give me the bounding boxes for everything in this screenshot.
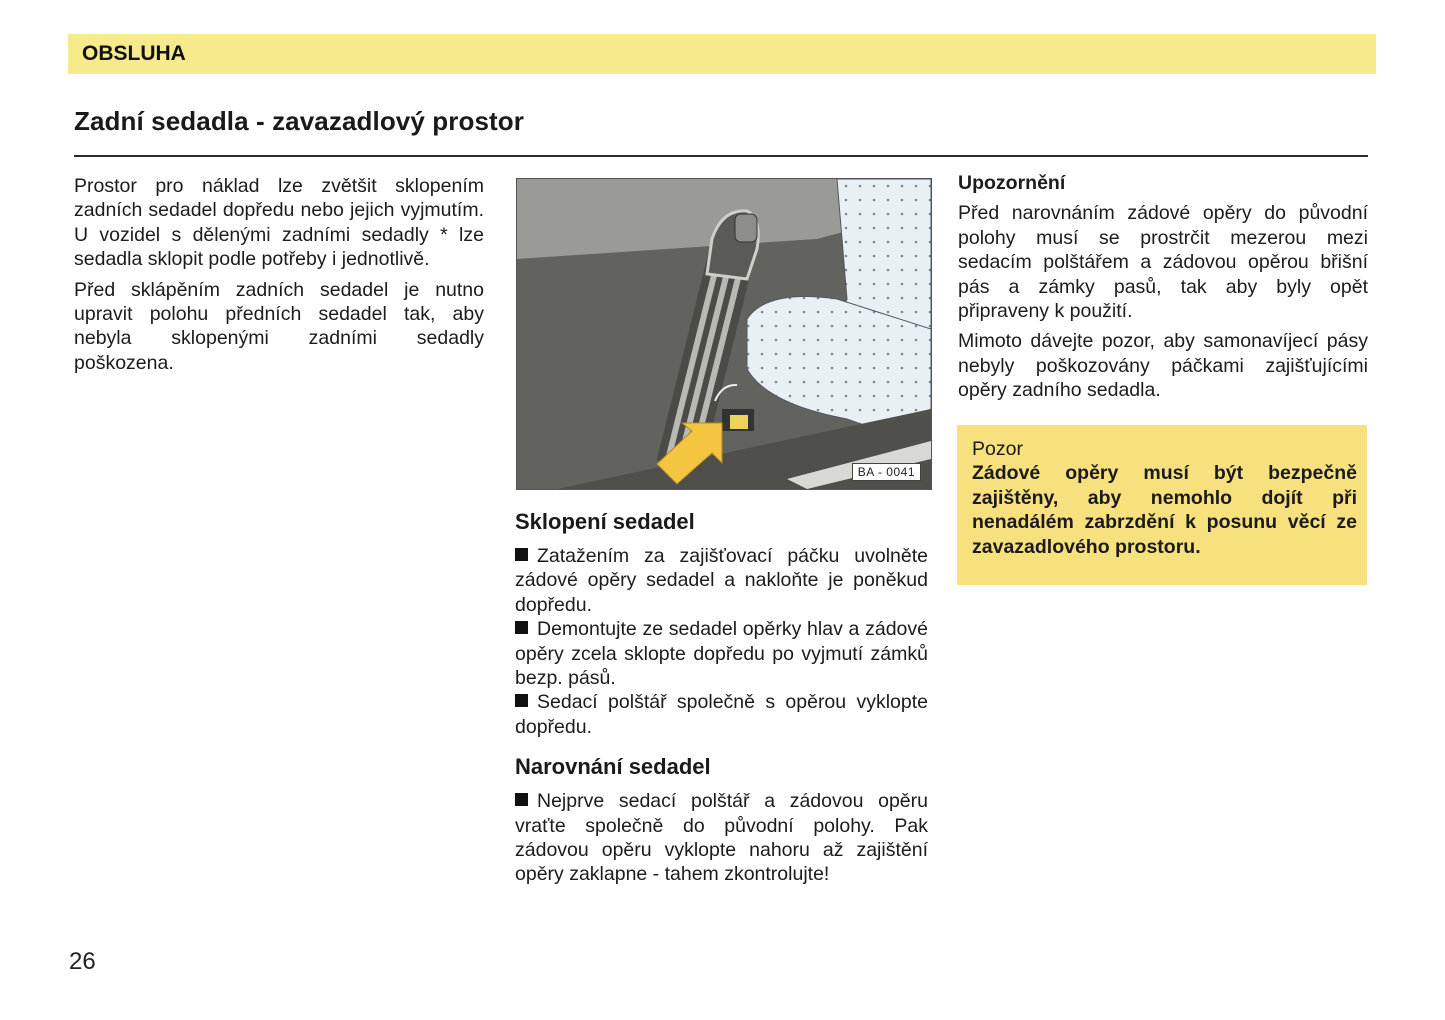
page-number: 26 <box>69 948 96 975</box>
intro-column <box>74 174 484 375</box>
seat-latch-illustration <box>516 178 932 490</box>
intro-paragraph: Před sklápěním zadních sedadel je nutno upravit polohu předních sedadel tak, aby nebyla sklopenými zadními sedadly poškozena. <box>74 278 484 374</box>
folding-step-text: Zatažením za zajišťovací páčku uvolněte zádové opěry sedadel a nakloňte je poněkud dopředu. <box>515 545 928 616</box>
straightening-step <box>515 789 928 887</box>
folding-step-text: Sedací polštář společně s opěrou vyklopte dopředu. <box>515 691 928 738</box>
folding-step-text: Demontujte ze sedadel opěrky hlav a zádové opěry zcela sklopte dopředu po vyjmutí zámků bezp. pásů. <box>515 618 928 690</box>
notice-paragraph: Mimoto dávejte pozor, aby samonavíjecí pásy nebyly poškozovány páčkami zajišťujícími opěry zadního sedadla. <box>958 330 1368 402</box>
folding-step <box>515 690 928 739</box>
instructions-column <box>515 508 928 887</box>
notice-paragraph: Před narovnáním zádové opěry do původní polohy musí se prostrčit mezerou mezi sedacím polštářem a zádovou opěrou břišní pás a zámky pasů, tak aby byly opět připraveny k použití. <box>958 202 1368 323</box>
folding-heading: Sklopení sedadel <box>515 509 695 534</box>
figure-label: BA - 0041 <box>852 463 921 481</box>
caution-box <box>957 425 1367 585</box>
bullet-square-icon <box>515 793 528 806</box>
folding-step <box>515 544 928 617</box>
section-header-label: OBSLUHA <box>82 42 186 65</box>
page-title: Zadní sedadla - zavazadlový prostor <box>74 106 524 136</box>
intro-paragraph: Prostor pro náklad lze zvětšit sklopením zadních sedadel dopředu nebo jejich vyjmutím. U vozidel s dělenými zadními sedadly * lze sedadla sklopit podle potřeby i jednotlivě. <box>74 175 484 271</box>
title-divider <box>74 155 1368 157</box>
straightening-step-text: Nejprve sedací polštář a zádovou opěru vraťte společně do původní polohy. Pak zádovou opěru vyklopte nahoru až zajištění opěry zaklapne - tahem zkontrolujte! <box>515 790 928 886</box>
section-header-bar <box>68 34 1376 74</box>
caution-heading: Pozor <box>972 438 1023 460</box>
straightening-heading: Narovnání sedadel <box>515 754 711 780</box>
bullet-square-icon <box>515 621 528 634</box>
seat-latch-drawing <box>517 179 931 489</box>
bullet-square-icon <box>515 694 528 707</box>
caution-text: Zádové opěry musí být bezpečně zajištěny, aby nemohlo dojít při nenadálém zabrzdění k posunu věcí ze zavazadlového prostoru. <box>972 462 1357 558</box>
folding-step <box>515 617 928 690</box>
notice-heading: Upozornění <box>958 172 1066 194</box>
bullet-square-icon <box>515 548 528 561</box>
notice-column <box>958 171 1368 403</box>
